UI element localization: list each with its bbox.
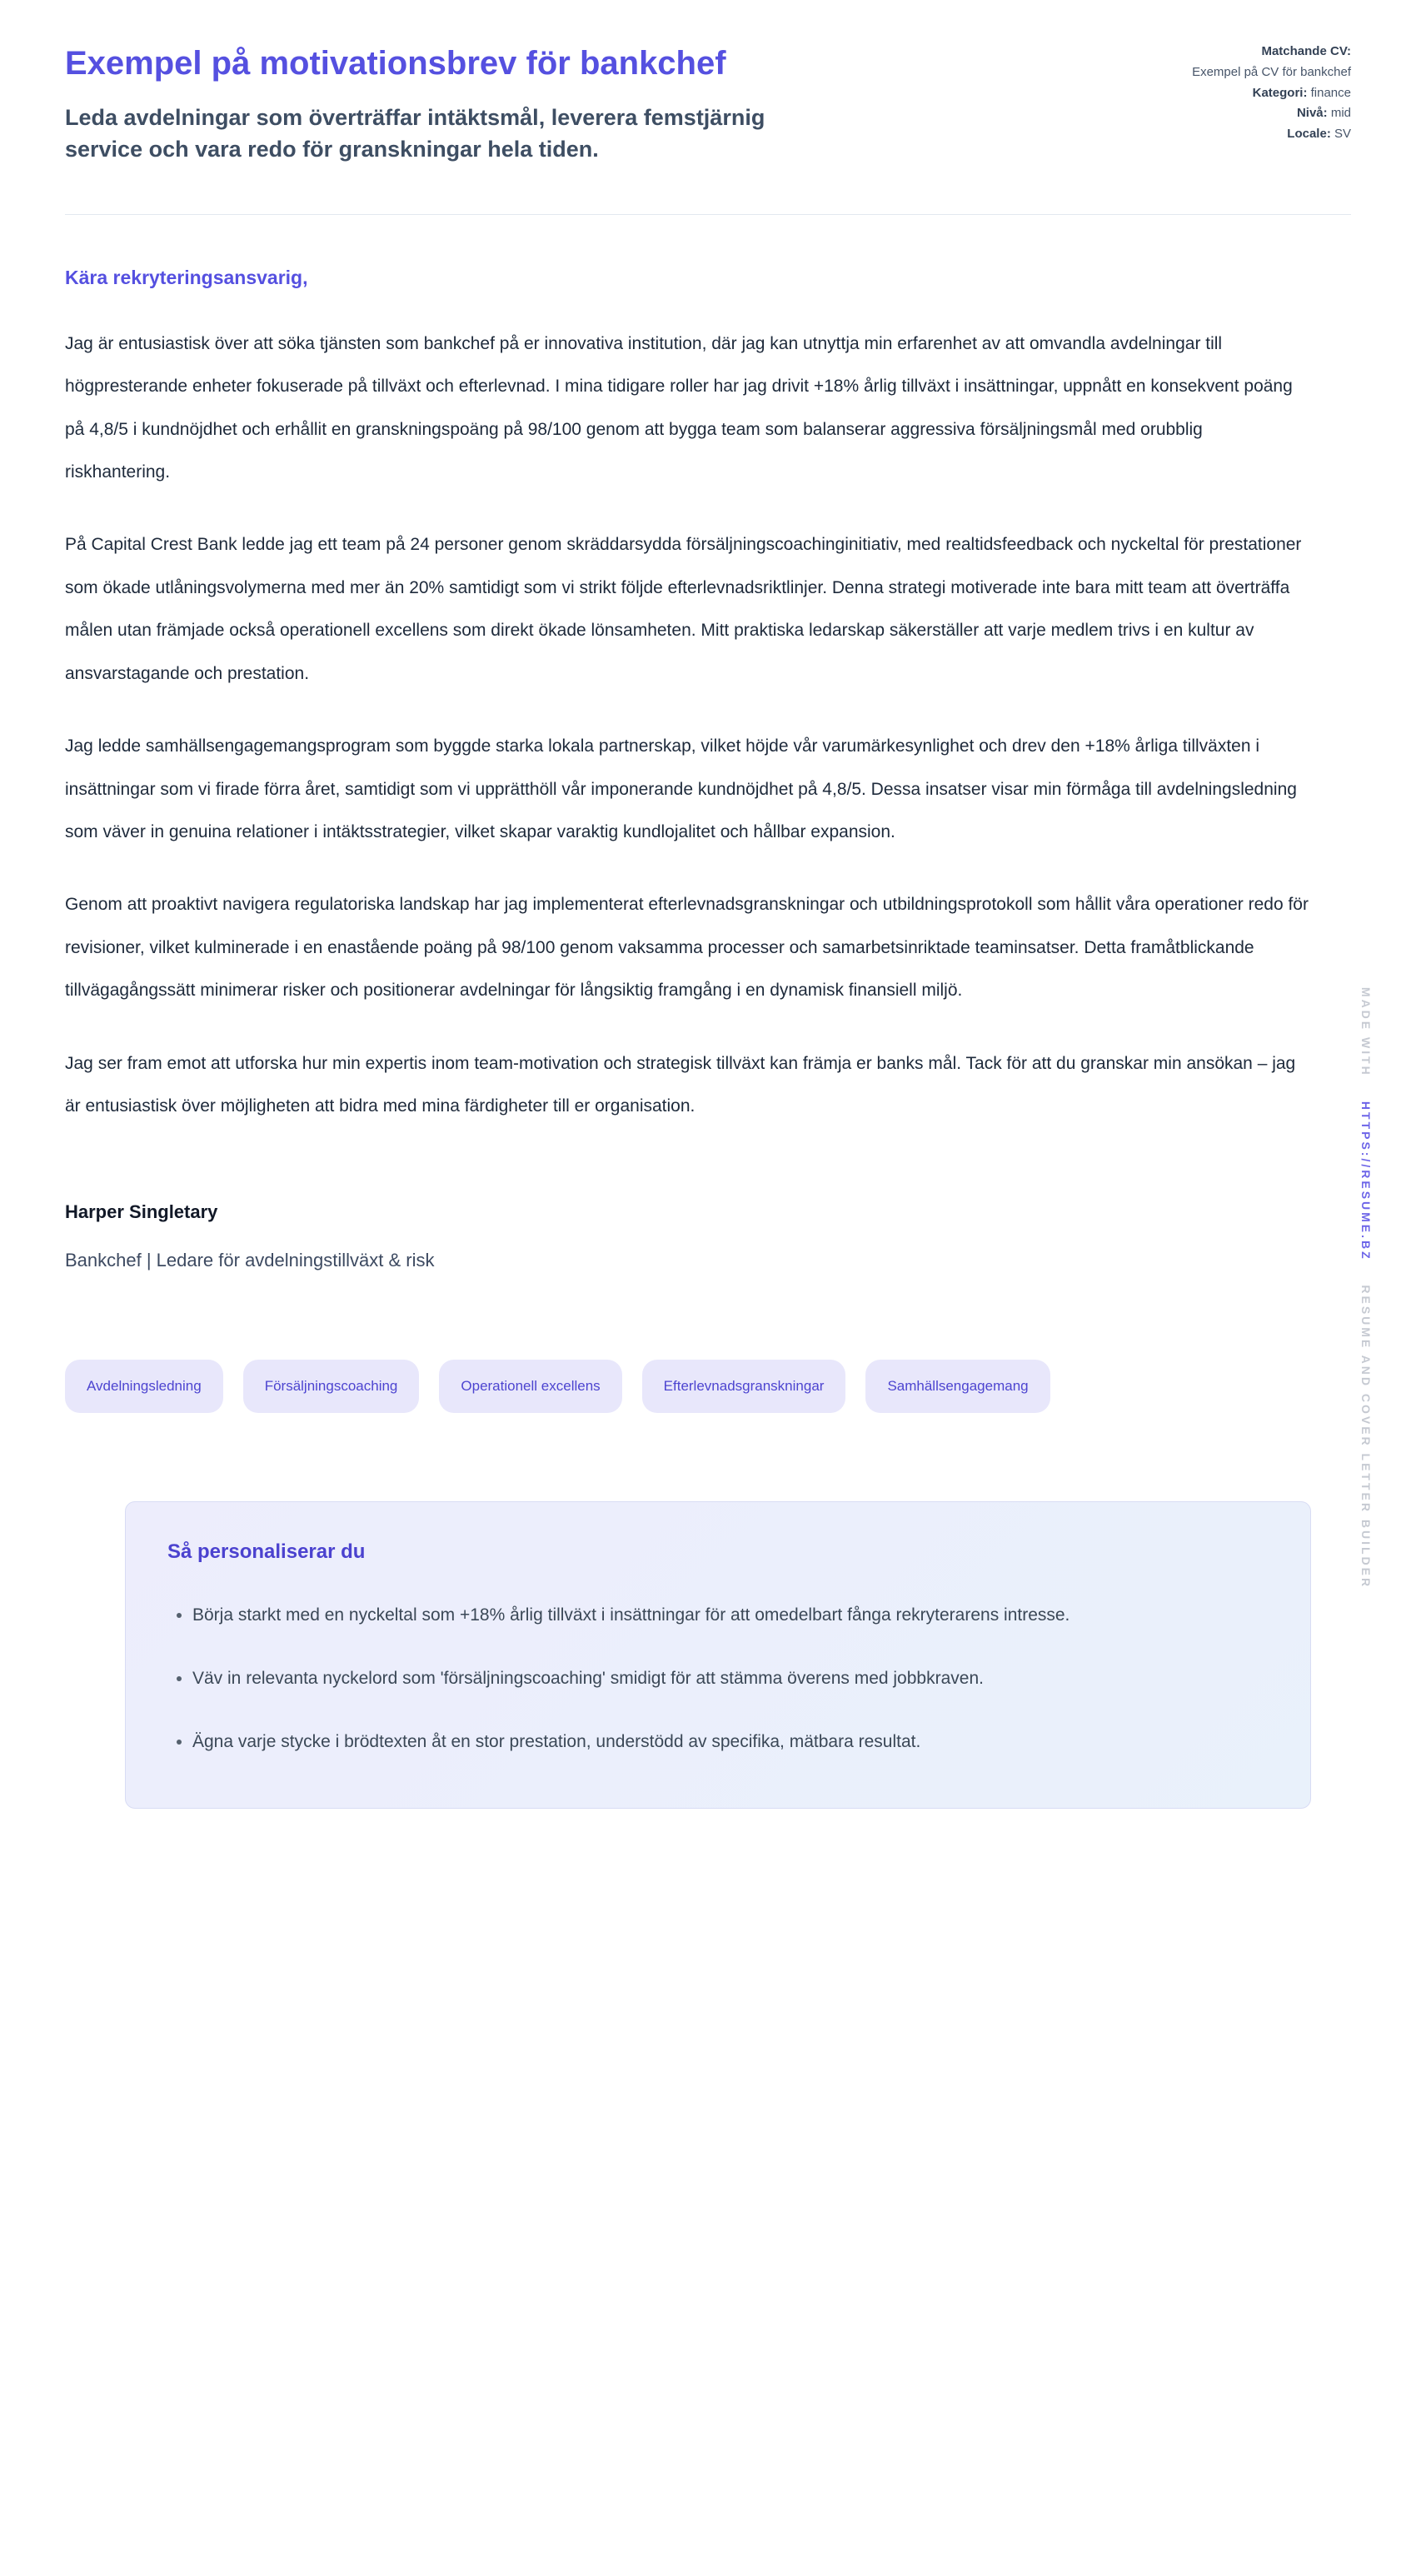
meta-level xyxy=(1093,103,1351,124)
meta-locale-value: SV xyxy=(1334,127,1351,141)
header xyxy=(65,38,1351,166)
header-divider xyxy=(65,214,1351,215)
header-title-block xyxy=(65,38,798,166)
meta-locale xyxy=(1093,124,1351,145)
watermark-suffix: RESUME AND COVER LETTER BUILDER xyxy=(1359,1285,1373,1590)
cover-letter-body xyxy=(65,267,1311,1271)
meta-category-value: finance xyxy=(1310,85,1351,100)
tip-item: • Väv in relevanta nyckelord som 'försäljningscoaching' smidigt för att stämma överens med jobbkraven. xyxy=(192,1659,1269,1699)
keyword-tag: Försäljningscoaching xyxy=(243,1360,420,1413)
meta-matching-cv-label: Matchande CV: xyxy=(1261,44,1351,58)
letter-greeting: Kära rekryteringsansvarig, xyxy=(65,266,308,288)
meta-panel xyxy=(1093,38,1351,166)
page-title: Exempel på motivationsbrev för bankchef xyxy=(65,45,726,82)
page-subtitle: Leda avdelningar som överträffar intäktsmål, leverera femstjärnig service och vara redo för granskningar hela tiden. xyxy=(65,105,765,162)
keyword-tag: Avdelningsledning xyxy=(65,1360,223,1413)
letter-paragraph: Genom att proaktivt navigera regulatoriska landskap har jag implementerat efterlevnadsgranskningar och utbildningsprotokoll som hållit våra operationer redo för revisioner, vilket kulminerade i en enastående poäng på 98/100 genom vaksamma processer och samarbetsinriktade teaminsatser. Detta framåtblickande tillvägagångssätt minimerar risker och positionerar avdelningar för långsiktig framgång i en dynamisk finansiell miljö. xyxy=(65,895,1309,1001)
meta-category-label: Kategori: xyxy=(1252,85,1308,100)
keyword-tag: Efterlevnadsgranskningar xyxy=(642,1360,846,1413)
tips-list xyxy=(167,1595,1269,1763)
watermark-prefix: MADE WITH xyxy=(1359,986,1373,1077)
tip-item: • Ägna varje stycke i brödtexten åt en stor prestation, understödd av specifika, mätbara resultat. xyxy=(192,1722,1269,1762)
letter-paragraph: Jag ledde samhällsengagemangsprogram som byggde starka lokala partnerskap, vilket höjde vår varumärkesynlighet och drev den +18% årliga tillväxten i insättningar som vi firade förra året, samtidigt som vi upprätthöll vår imponerande kundnöjdhet på 4,8/5. Dessa insatser visar min förmåga till avdelningsledning som väver in genuina relationer i intäktsstrategier, vilket skapar varaktig kundlojalitet och hållbar expansion. xyxy=(65,736,1297,842)
keyword-tag: Samhällsengagemang xyxy=(865,1360,1050,1413)
keyword-tag: Operationell excellens xyxy=(439,1360,621,1413)
personalization-tips-card xyxy=(125,1501,1311,1809)
meta-matching-cv-link[interactable]: Exempel på CV för bankchef xyxy=(1192,64,1351,79)
meta-level-label: Nivå: xyxy=(1296,106,1328,121)
tip-item: • Börja starkt med en nyckeltal som +18% årlig tillväxt i insättningar för att omedelbart fånga rekryterarens intresse. xyxy=(192,1595,1269,1635)
letter-paragraph: Jag är entusiastisk över att söka tjänsten som bankchef på er innovativa institution, där jag kan utnyttja min erfarenhet av att omvandla avdelningar till högpresterande enheter fokuserade på tillväxt och efterlevnad. I mina tidigare roller har jag drivit +18% årlig tillväxt i insättningar, uppnått en konsekvent poäng på 4,8/5 i kundnöjdhet och erhållit en granskningspoäng på 98/100 genom att bygga team som balanserar aggressiva försäljningsmål med orubblig riskhantering. xyxy=(65,333,1293,482)
made-with-watermark xyxy=(1359,987,1373,1589)
letter-paragraph: Jag ser fram emot att utforska hur min expertis inom team-motivation och strategisk tillväxt kan främja er banks mål. Tack för att du granskar min ansökan – jag är entusiastisk över möjligheten att bidra med mina färdigheter till er organisation. xyxy=(65,1053,1296,1116)
letter-paragraph: På Capital Crest Bank ledde jag ett team på 24 personer genom skräddarsydda försäljningscoachinginitiativ, med realtidsfeedback och nyckeltal för prestationer som ökade utlåningsvolymerna med mer än 20% samtidigt som vi strikt följde efterlevnadsriktlinjer. Denna strategi motiverade inte bara mitt team att överträffa målen utan främjade också operationell excellens som direkt ökade lönsamheten. Mitt praktiska ledarskap säkerställer att varje medlem trivs i en kultur av ansvarstagande och prestation. xyxy=(65,535,1302,683)
tips-heading: Så personaliserar du xyxy=(167,1540,366,1563)
meta-level-value: mid xyxy=(1330,106,1351,121)
signature-name: Harper Singletary xyxy=(65,1201,218,1222)
keyword-tag-list xyxy=(65,1360,1314,1413)
meta-matching-cv xyxy=(1093,42,1351,83)
watermark-site-link[interactable]: HTTPS://RESUME.BZ xyxy=(1359,1101,1373,1261)
meta-category xyxy=(1093,83,1351,104)
signature-role: Bankchef | Ledare för avdelningstillväxt & risk xyxy=(65,1249,435,1271)
meta-locale-label: Locale: xyxy=(1287,127,1331,141)
